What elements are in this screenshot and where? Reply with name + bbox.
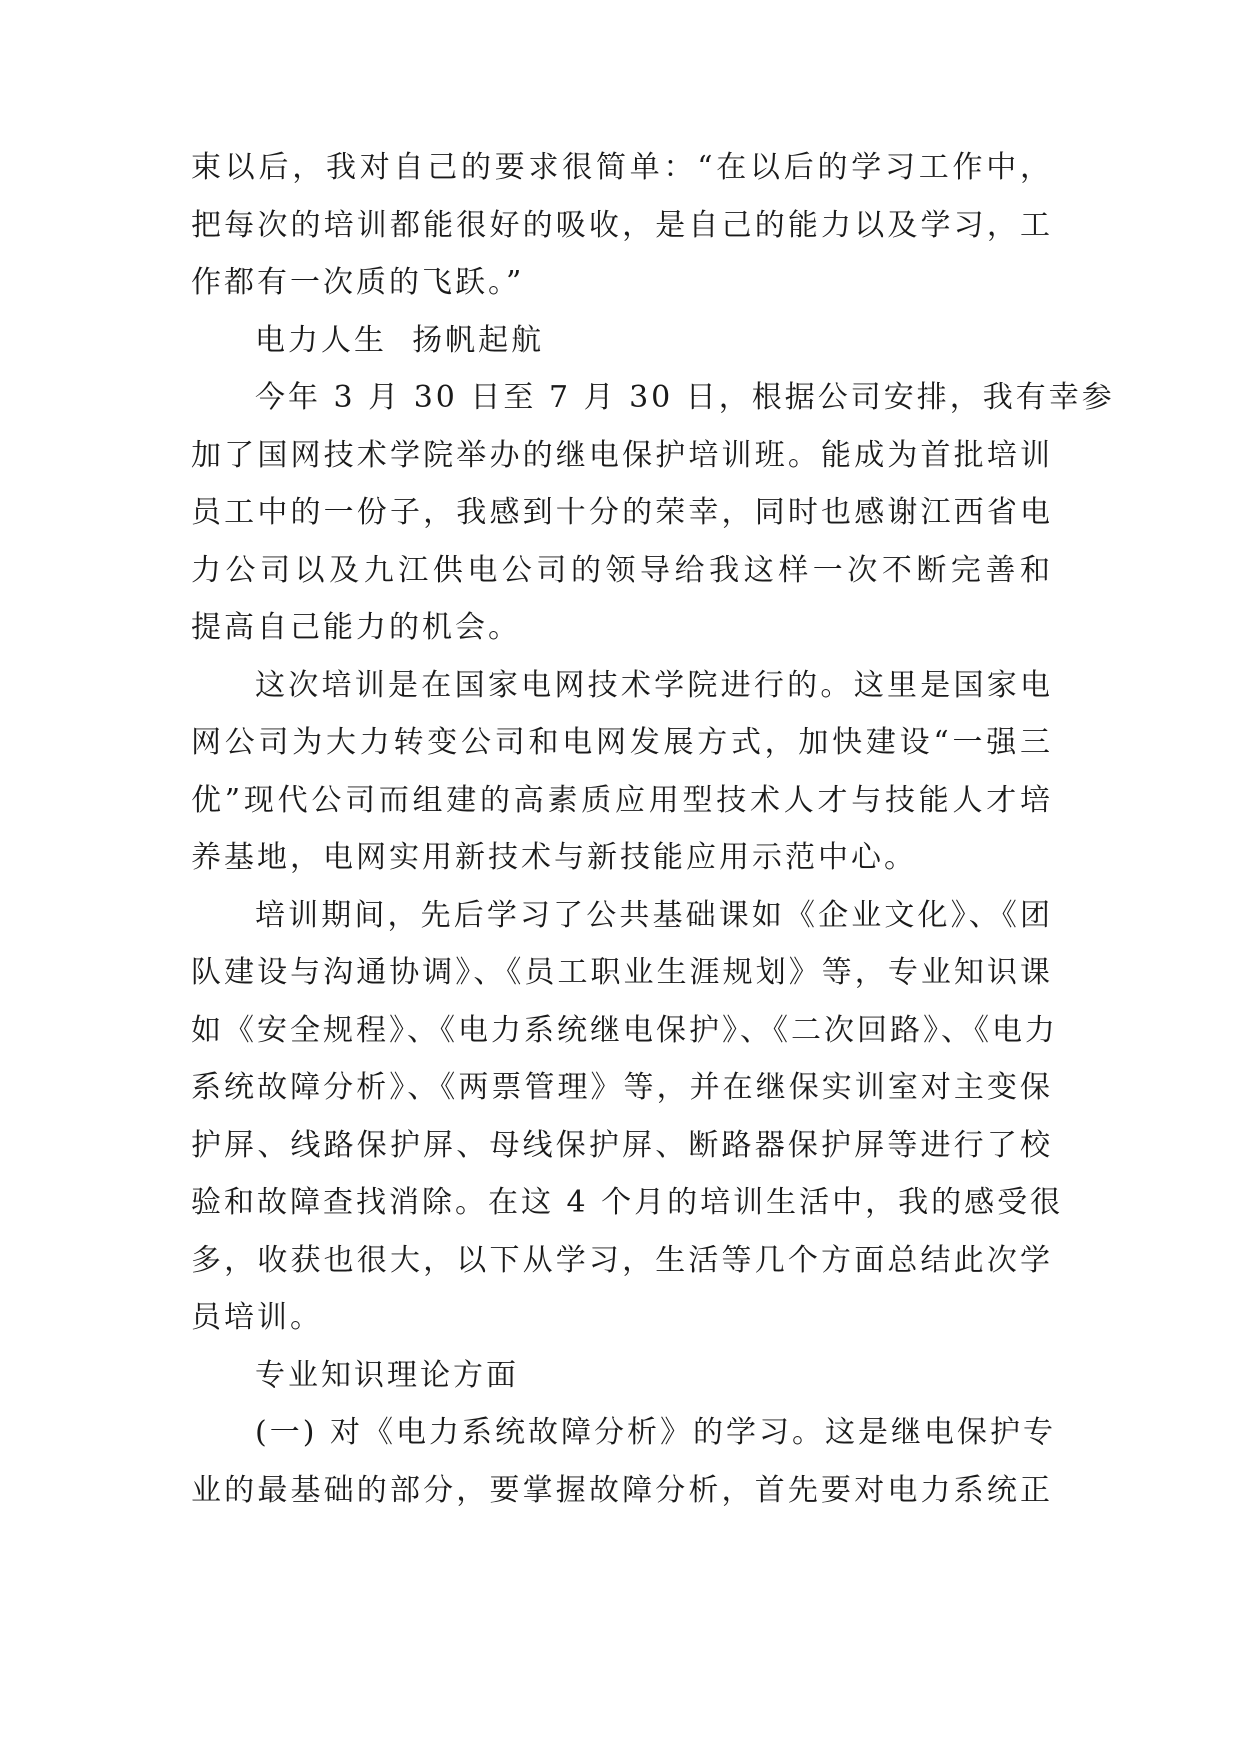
text-line: 作都有一次质的飞跃。” [191, 265, 525, 300]
text-line: 养基地，电网实用新技术与新技能应用示范中心。 [191, 840, 917, 875]
paragraph-training-intro [191, 369, 1115, 657]
heading-line: 专业知识理论方面 [255, 1357, 519, 1393]
paragraph-courses [191, 887, 1064, 1347]
paragraph-fault-analysis [191, 1404, 1056, 1519]
heading-line: 电力人生 扬帆起航 [255, 322, 545, 358]
text-line: 员工中的一份子，我感到十分的荣幸，同时也感谢江西省电 [191, 495, 1053, 530]
text-line: 员培训。 [191, 1300, 323, 1335]
text-line: 队建设与沟通协调》、《员工职业生涯规划》等，专业知识课 [191, 955, 1053, 990]
text-line: 多，收获也很大，以下从学习，生活等几个方面总结此次学 [191, 1242, 1053, 1278]
text-line: 今年 3 月 30 日至 7 月 30 日，根据公司安排，我有幸参 [255, 380, 1115, 415]
text-line: 培训期间，先后学习了公共基础课如《企业文化》、《团 [255, 897, 1053, 933]
text-line: 护屏、线路保护屏、母线保护屏、断路器保护屏等进行了校 [191, 1127, 1053, 1163]
text-line: 提高自己能力的机会。 [191, 610, 521, 645]
section-heading-theory [191, 1347, 1053, 1405]
text-line: 系统故障分析》、《两票管理》等，并在继保实训室对主变保 [191, 1070, 1053, 1105]
paragraph-institute [191, 657, 1053, 887]
text-line: 如《安全规程》、《电力系统继电保护》、《二次回路》、《电力 [191, 1012, 1058, 1048]
text-line: 优”现代公司而组建的高素质应用型技术人才与技能人才培 [191, 782, 1053, 818]
text-line: 把每次的培训都能很好的吸收，是自己的能力以及学习，工 [191, 207, 1053, 243]
text-line: 网公司为大力转变公司和电网发展方式，加快建设“一强三 [191, 725, 1053, 760]
text-line: 这次培训是在国家电网技术学院进行的。这里是国家电 [255, 667, 1053, 703]
text-line: 验和故障查找消除。在这 4 个月的培训生活中，我的感受很 [191, 1185, 1064, 1220]
text-line: (一) 对《电力系统故障分析》的学习。这是继电保护专 [255, 1415, 1056, 1450]
text-line: 力公司以及九江供电公司的领导给我这样一次不断完善和 [191, 552, 1053, 588]
text-line: 业的最基础的部分，要掌握故障分析，首先要对电力系统正 [191, 1472, 1053, 1508]
document-body [191, 139, 1115, 1519]
text-line: 加了国网技术学院举办的继电保护培训班。能成为首批培训 [191, 437, 1053, 473]
paragraph-continuation [191, 139, 1053, 312]
section-heading-power-life [191, 312, 1053, 370]
text-line: 束以后，我对自己的要求很简单：“在以后的学习工作中， [191, 150, 1053, 185]
